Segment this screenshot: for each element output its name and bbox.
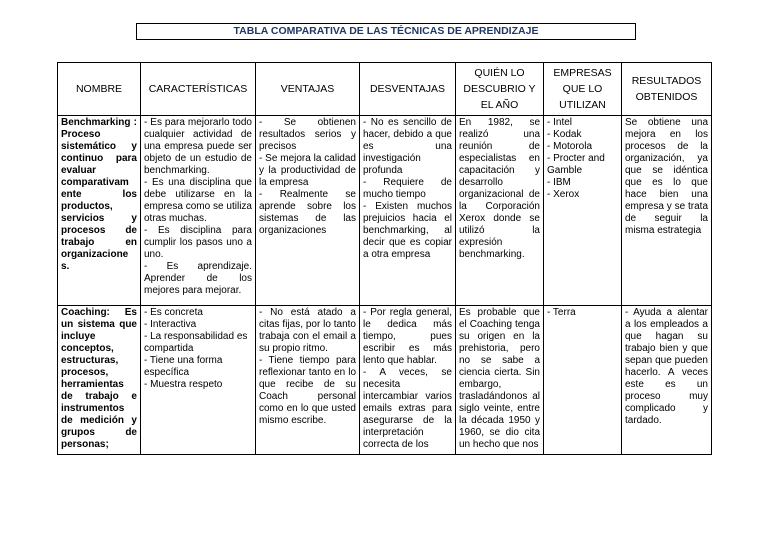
header-row: [58, 63, 712, 116]
list-item: - Intel: [547, 117, 573, 128]
header-nombre: NOMBRE: [58, 63, 141, 116]
list-item: - Requiere de mucho tiempo: [363, 177, 452, 200]
comparison-table: [57, 62, 712, 455]
list-item: - Se obtienen resultados serios y precisos: [259, 117, 356, 152]
cell-quien: Es probable que el Coaching tenga su origen en la prehistoria, pero no se sabe a ciencia cierta. Sin embargo, trasladándonos al siglo veinte, entre la década 1950 y 1960, se dio cita un hecho que nos: [456, 306, 544, 455]
cell-desventajas: [360, 306, 456, 455]
cell-empresas: [544, 116, 622, 306]
list-item: - Realmente se aprende sobre los sistemas de las organizaciones: [259, 189, 356, 236]
list-item: - A veces, se necesita intercambiar varios emails extras para asegurarse de la interpretación correcta de los: [363, 367, 452, 450]
list-item: - Por regla general, le dedica más tiempo, pues escribir es más lento que hablar.: [363, 307, 452, 366]
table-row-benchmarking: [58, 116, 712, 306]
list-item: - Se mejora la calidad y la productividad de la empresa: [259, 153, 356, 188]
cell-desventajas: [360, 116, 456, 306]
table-row-coaching: [58, 306, 712, 455]
header-caracteristicas: CARACTERÍSTICAS: [141, 63, 256, 116]
list-item: - Muestra respeto: [144, 379, 223, 390]
list-item: - Terra: [547, 307, 576, 318]
list-item: - Tiene tiempo para reflexionar tanto en lo que recibe de su Coach personal como en lo que usted mismo escribe.: [259, 355, 356, 426]
cell-resultados: - Ayuda a alentar a los empleados a que hagan su trabajo bien y que sepan que pueden hacerlo. A veces este es un proceso muy complicado y tardado.: [622, 306, 712, 455]
list-item: - La responsabilidad es compartida: [144, 331, 248, 354]
header-ventajas: VENTAJAS: [256, 63, 360, 116]
list-item: - Procter and Gamble: [547, 153, 605, 176]
cell-resultados: Se obtiene una mejora en los procesos de la organización, ya que se idéntica que es lo que hace bien una empresa y se trata de seguir la misma estrategia: [622, 116, 712, 306]
list-item: - Existen muchos prejuicios hacia el benchmarking, al decir que es copiar a otra empresa: [363, 201, 452, 260]
header-resultados: RESULTADOS OBTENIDOS: [622, 63, 712, 116]
list-item: - IBM: [547, 177, 571, 188]
list-item: - Es para mejorarlo todo cualquier actividad de una empresa puede ser objeto de un estudio de benchmarking.: [144, 117, 252, 176]
list-item: - Interactiva: [144, 319, 197, 330]
list-item: - Kodak: [547, 129, 582, 140]
list-item: - Tiene una forma específica: [144, 355, 223, 378]
cell-nombre: Benchmarking : Proceso sistemático y continuo para evaluar comparativam ente los productos, servicios y procesos de trabajo en organizacione s.: [58, 116, 141, 306]
header-desventajas: DESVENTAJAS: [360, 63, 456, 116]
header-quien: QUIÉN LO DESCUBRIO Y EL AÑO: [456, 63, 544, 116]
list-item: - No es sencillo de hacer, debido a que es una investigación profunda: [363, 117, 452, 176]
cell-caracteristicas: [141, 116, 256, 306]
list-item: - Es aprendizaje. Aprender de los mejores para mejorar.: [144, 261, 252, 296]
header-empresas: EMPRESAS QUE LO UTILIZAN: [544, 63, 622, 116]
cell-ventajas: [256, 306, 360, 455]
list-item: - Motorola: [547, 141, 593, 152]
list-item: - No está atado a citas fijas, por lo tanto trabaja con el email a su propio ritmo.: [259, 307, 356, 354]
cell-empresas: [544, 306, 622, 455]
list-item: - Es disciplina para cumplir los pasos uno a uno.: [144, 225, 252, 260]
cell-nombre: Coaching: Es un sistema que incluye conceptos, estructuras, procesos, herramientas de trabajo e instrumentos de medición y grupos de personas;: [58, 306, 141, 455]
document-title: TABLA COMPARATIVA DE LAS TÉCNICAS DE APRENDIZAJE: [136, 23, 636, 40]
list-item: - Es una disciplina que debe utilizarse en la empresa como se utiliza otras muchas.: [144, 177, 252, 224]
list-item: - Xerox: [547, 189, 580, 200]
cell-quien: En 1982, se realizó una reunión de especialistas en capacitación y desarrollo organizacional de la Corporación Xerox donde se utilizó la expresión benchmarking.: [456, 116, 544, 306]
list-item: - Es concreta: [144, 307, 203, 318]
cell-ventajas: [256, 116, 360, 306]
cell-caracteristicas: [141, 306, 256, 455]
